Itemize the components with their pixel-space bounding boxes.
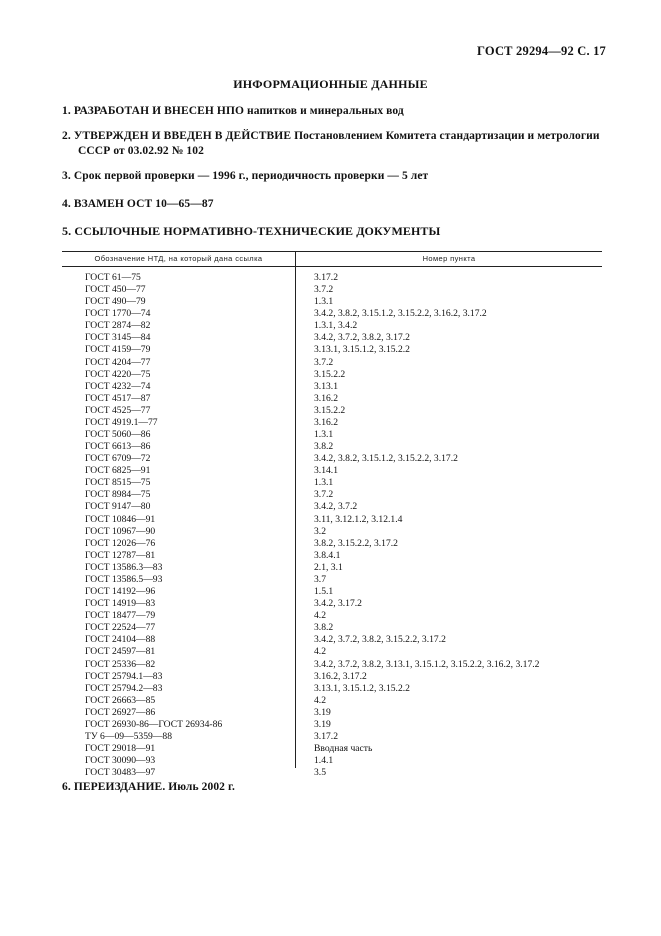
item-text: ССЫЛОЧНЫЕ НОРМАТИВНО-ТЕХНИЧЕСКИЕ ДОКУМЕНТЫ bbox=[74, 224, 441, 238]
item-number: 2. bbox=[62, 130, 71, 142]
table-row bbox=[62, 465, 602, 477]
table-row bbox=[62, 284, 602, 296]
info-item-5 bbox=[62, 224, 607, 239]
clause-numbers: 3.13.1 bbox=[314, 380, 338, 392]
table-row bbox=[62, 683, 602, 695]
table-row bbox=[62, 719, 602, 731]
clause-numbers: 3.4.2, 3.7.2 bbox=[314, 501, 358, 513]
document-designation: ГОСТ 8515—75 bbox=[85, 477, 151, 489]
clause-numbers: 3.4.2, 3.8.2, 3.15.1.2, 3.15.2.2, 3.17.2 bbox=[314, 453, 458, 465]
document-designation: ТУ 6—09—5359—88 bbox=[85, 730, 173, 742]
clause-numbers: 3.17.2 bbox=[314, 730, 338, 742]
document-designation: ГОСТ 10846—91 bbox=[85, 513, 156, 525]
table-row bbox=[62, 634, 602, 646]
info-item-6 bbox=[62, 780, 607, 795]
document-designation: ГОСТ 9147—80 bbox=[85, 501, 151, 513]
item-bold-text: УТВЕРЖДЕН И ВВЕДЕН В ДЕЙСТВИЕ bbox=[73, 130, 292, 142]
document-designation: ГОСТ 12787—81 bbox=[85, 549, 156, 561]
table-row bbox=[62, 417, 602, 429]
clause-numbers: 3.7.2 bbox=[314, 284, 334, 296]
clause-numbers: 3.15.2.2 bbox=[314, 404, 346, 416]
clause-numbers: 3.2 bbox=[314, 525, 326, 537]
clause-numbers: 3.16.2 bbox=[314, 392, 338, 404]
table-row bbox=[62, 272, 602, 284]
document-designation: ГОСТ 10967—90 bbox=[85, 525, 156, 537]
table-row bbox=[62, 357, 602, 369]
table-row bbox=[62, 586, 602, 598]
document-designation: ГОСТ 13586.5—93 bbox=[85, 573, 163, 585]
item-text: НПО напитков и минеральных вод bbox=[216, 105, 404, 117]
clause-numbers: 1.3.1 bbox=[314, 296, 334, 308]
clause-numbers: 1.4.1 bbox=[314, 755, 334, 767]
clause-numbers: 3.13.1, 3.15.1.2, 3.15.2.2 bbox=[314, 682, 410, 694]
document-designation: ГОСТ 25336—82 bbox=[85, 658, 156, 670]
clause-numbers: 3.8.2 bbox=[314, 622, 334, 634]
document-designation: ГОСТ 24597—81 bbox=[85, 646, 156, 658]
document-designation: ГОСТ 26927—86 bbox=[85, 706, 156, 718]
document-designation: ГОСТ 5060—86 bbox=[85, 429, 151, 441]
clause-numbers: 3.7 bbox=[314, 573, 326, 585]
clause-numbers: 3.14.1 bbox=[314, 465, 338, 477]
table-row bbox=[62, 514, 602, 526]
table-row bbox=[62, 441, 602, 453]
document-designation: ГОСТ 4525—77 bbox=[85, 404, 151, 416]
table-row bbox=[62, 755, 602, 767]
table-row bbox=[62, 453, 602, 465]
reference-documents-table bbox=[62, 251, 602, 779]
section-title: ИНФОРМАЦИОННЫЕ ДАННЫЕ bbox=[233, 77, 428, 91]
table-row bbox=[62, 671, 602, 683]
document-designation: ГОСТ 29018—91 bbox=[85, 743, 156, 755]
table-row bbox=[62, 731, 602, 743]
clause-numbers: 3.4.2, 3.7.2, 3.8.2, 3.15.2.2, 3.17.2 bbox=[314, 634, 446, 646]
clause-numbers: 3.8.4.1 bbox=[314, 549, 341, 561]
page-header: ГОСТ 29294—92 С. 17 bbox=[477, 44, 606, 58]
table-row bbox=[62, 369, 602, 381]
table-row bbox=[62, 429, 602, 441]
document-designation: ГОСТ 4220—75 bbox=[85, 368, 151, 380]
document-designation: ГОСТ 25794.2—83 bbox=[85, 682, 163, 694]
table-row bbox=[62, 707, 602, 719]
document-designation: ГОСТ 4232—74 bbox=[85, 380, 151, 392]
info-item-4 bbox=[62, 197, 607, 212]
document-designation: ГОСТ 26930-86—ГОСТ 26934-86 bbox=[85, 718, 223, 730]
document-designation: ГОСТ 6709—72 bbox=[85, 453, 151, 465]
clause-numbers: 4.2 bbox=[314, 610, 326, 622]
clause-numbers: 3.4.2, 3.7.2, 3.8.2, 3.17.2 bbox=[314, 332, 410, 344]
table-row bbox=[62, 320, 602, 332]
item-number: 1. bbox=[62, 105, 71, 117]
item-bold-text: РАЗРАБОТАН И ВНЕСЕН bbox=[73, 105, 214, 117]
document-designation: ГОСТ 8984—75 bbox=[85, 489, 151, 501]
table-row bbox=[62, 695, 602, 707]
document-designation: ГОСТ 490—79 bbox=[85, 296, 146, 308]
table-row bbox=[62, 550, 602, 562]
table-row bbox=[62, 538, 602, 550]
table-row bbox=[62, 344, 602, 356]
document-designation: ГОСТ 18477—79 bbox=[85, 610, 156, 622]
clause-numbers: 2.1, 3.1 bbox=[314, 561, 343, 573]
item-number: 4. bbox=[62, 198, 71, 210]
clause-numbers: 3.5 bbox=[314, 767, 326, 779]
column-header-document: Обозначение НТД, на который дана ссылка bbox=[94, 254, 263, 263]
info-item-3 bbox=[62, 169, 607, 184]
clause-numbers: 3.8.2, 3.15.2.2, 3.17.2 bbox=[314, 537, 398, 549]
document-designation: ГОСТ 13586.3—83 bbox=[85, 561, 163, 573]
table-row bbox=[62, 477, 602, 489]
table-row bbox=[62, 574, 602, 586]
table-row bbox=[62, 646, 602, 658]
table-row bbox=[62, 296, 602, 308]
document-designation: ГОСТ 4159—79 bbox=[85, 344, 151, 356]
document-designation: ГОСТ 1770—74 bbox=[85, 308, 151, 320]
clause-numbers: 1.3.1, 3.4.2 bbox=[314, 320, 358, 332]
table-row bbox=[62, 743, 602, 755]
document-designation: ГОСТ 30090—93 bbox=[85, 755, 156, 767]
table-body bbox=[62, 272, 602, 779]
table-row bbox=[62, 381, 602, 393]
item-number: 6. bbox=[62, 781, 71, 793]
info-item-1 bbox=[62, 104, 607, 119]
clause-numbers: 1.3.1 bbox=[314, 477, 334, 489]
clause-numbers: 1.5.1 bbox=[314, 586, 334, 598]
column-header-clause: Номер пункта bbox=[422, 254, 476, 263]
document-designation: ГОСТ 12026—76 bbox=[85, 537, 156, 549]
clause-numbers: 3.16.2 bbox=[314, 416, 338, 428]
table-header-rule bbox=[62, 266, 602, 267]
clause-numbers: 1.3.1 bbox=[314, 429, 334, 441]
table-top-rule bbox=[62, 251, 602, 252]
document-designation: ГОСТ 61—75 bbox=[85, 272, 141, 283]
table-row bbox=[62, 526, 602, 538]
item-text-continuation: СССР от 03.02.92 № 102 bbox=[78, 145, 204, 157]
table-row bbox=[62, 610, 602, 622]
clause-numbers: 4.2 bbox=[314, 694, 326, 706]
document-designation: ГОСТ 450—77 bbox=[85, 284, 146, 296]
table-row bbox=[62, 562, 602, 574]
table-row bbox=[62, 332, 602, 344]
clause-numbers: 3.16.2, 3.17.2 bbox=[314, 670, 367, 682]
document-designation: ГОСТ 6825—91 bbox=[85, 465, 151, 477]
item-number: 3. bbox=[62, 170, 71, 182]
document-designation: ГОСТ 26663—85 bbox=[85, 694, 156, 706]
table-row bbox=[62, 489, 602, 501]
document-designation: ГОСТ 25794.1—83 bbox=[85, 670, 163, 682]
info-item-2 bbox=[62, 129, 607, 159]
document-designation: ГОСТ 30483—97 bbox=[85, 767, 156, 779]
clause-numbers: 3.7.2 bbox=[314, 489, 334, 501]
clause-numbers: 3.7.2 bbox=[314, 356, 334, 368]
table-row bbox=[62, 393, 602, 405]
item-text: ВЗАМЕН ОСТ 10—65—87 bbox=[73, 198, 214, 210]
clause-numbers: 3.19 bbox=[314, 718, 331, 730]
table-row bbox=[62, 405, 602, 417]
document-designation: ГОСТ 4204—77 bbox=[85, 356, 151, 368]
table-row bbox=[62, 308, 602, 320]
clause-numbers: 3.13.1, 3.15.1.2, 3.15.2.2 bbox=[314, 344, 410, 356]
clause-numbers: 3.17.2 bbox=[314, 272, 338, 283]
item-number: 5. bbox=[62, 224, 72, 238]
table-row bbox=[62, 659, 602, 671]
item-text: Постановлением Комитета стандартизации и метрологии bbox=[294, 130, 600, 142]
clause-numbers: Вводная часть bbox=[314, 743, 373, 755]
table-row bbox=[62, 767, 602, 779]
document-designation: ГОСТ 4919.1—77 bbox=[85, 416, 158, 428]
clause-numbers: 3.4.2, 3.7.2, 3.8.2, 3.13.1, 3.15.1.2, 3.15.2.2, 3.16.2, 3.17.2 bbox=[314, 658, 540, 670]
document-designation: ГОСТ 6613—86 bbox=[85, 441, 151, 453]
document-designation: ГОСТ 2874—82 bbox=[85, 320, 151, 332]
document-designation: ГОСТ 4517—87 bbox=[85, 392, 151, 404]
clause-numbers: 4.2 bbox=[314, 646, 326, 658]
table-row bbox=[62, 598, 602, 610]
document-designation: ГОСТ 22524—77 bbox=[85, 622, 156, 634]
table-row bbox=[62, 622, 602, 634]
clause-numbers: 3.11, 3.12.1.2, 3.12.1.4 bbox=[314, 513, 403, 525]
table-row bbox=[62, 501, 602, 513]
document-designation: ГОСТ 14192—96 bbox=[85, 586, 156, 598]
document-designation: ГОСТ 24104—88 bbox=[85, 634, 156, 646]
clause-numbers: 3.19 bbox=[314, 706, 331, 718]
item-text: ПЕРЕИЗДАНИЕ. Июль 2002 г. bbox=[73, 781, 235, 793]
item-text: Срок первой проверки — 1996 г., периодичность проверки — 5 лет bbox=[73, 170, 429, 182]
clause-numbers: 3.8.2 bbox=[314, 441, 334, 453]
document-designation: ГОСТ 3145—84 bbox=[85, 332, 151, 344]
document-designation: ГОСТ 14919—83 bbox=[85, 598, 156, 610]
clause-numbers: 3.4.2, 3.8.2, 3.15.1.2, 3.15.2.2, 3.16.2, 3.17.2 bbox=[314, 308, 487, 320]
clause-numbers: 3.4.2, 3.17.2 bbox=[314, 598, 362, 610]
clause-numbers: 3.15.2.2 bbox=[314, 368, 346, 380]
